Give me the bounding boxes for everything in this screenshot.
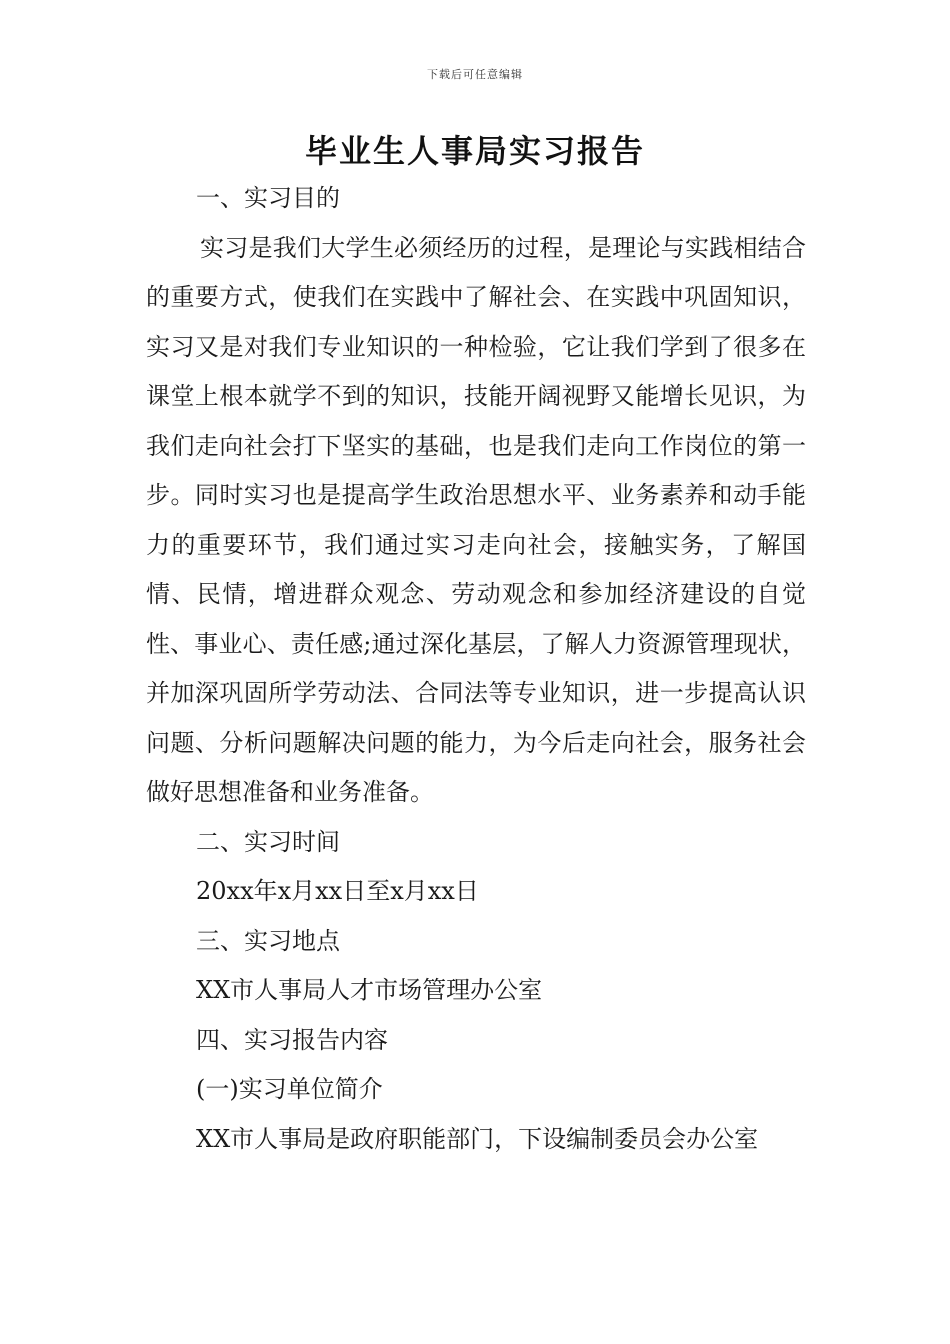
section-heading-time: 二、实习时间 [196,827,340,856]
subsection-heading-unit-intro: (一)实习单位简介 [196,1075,383,1103]
paragraph-unit-intro: XX市人事局是政府职能部门，下设编制委员会办公室 [196,1124,759,1153]
section-heading-purpose: 一、实习目的 [196,184,340,212]
internship-place: XX市人事局人才市场管理办公室 [196,976,543,1004]
internship-time: 20xx年x月xx日至x月xx日 [196,877,479,905]
header-note: 下载后可任意编辑 [427,68,523,81]
paragraph-purpose: 实习是我们大学生必须经历的过程，是理论与实践相结合的重要方式，使我们在实践中了解社会、在实践中巩固知识，实习又是对我们专业知识的一种检验，它让我们学到了很多在课堂上根本就学不到的知识，技能开阔视野又能增长见识，为我们走向社会打下坚实的基础，也是我们走向工作岗位的第一步。同时实习也是提高学生政治思想水平、业务素养和动手能力的重要环节，我们通过实习走向社会，接触实务，了解国情、民情，增进群众观念、劳动观念和参加经济建设的自觉性、事业心、责任感;通过深化基层，了解人力资源管理现状，并加深巩固所学劳动法、合同法等专业知识，进一步提高认识问题、分析问题解决问题的能力，为今后走向社会，服务社会做好思想准备和业务准备。 [146,233,806,806]
document-body [146,174,806,1164]
section-heading-content: 四、实习报告内容 [196,1025,388,1054]
document-title: 毕业生人事局实习报告 [304,132,645,170]
section-heading-place: 三、实习地点 [196,926,340,955]
